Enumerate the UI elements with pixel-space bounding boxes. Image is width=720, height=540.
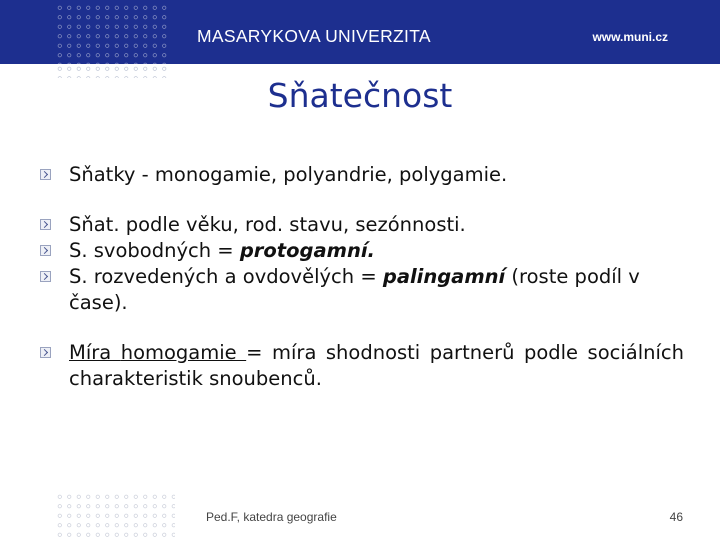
bullet-underlined-term: homogamie [120,341,247,364]
bullet-text: = míra shodnosti partnerů podle sociálních charakteristik snoubenců. [69,341,684,390]
bullet-item [40,264,684,316]
website-label: www.muni.cz [592,30,668,44]
slide-title: Sňatečnost [267,76,453,115]
bullet-text: Sňatky - monogamie, polyandrie, polygamie. [69,163,508,186]
bullet-underlined-term: Míra [69,341,121,364]
bullet-item [40,238,684,264]
bullet-emphasis: palingamní [382,265,506,288]
header-bar [0,0,720,64]
bullet-item [40,340,684,392]
bullet-text: Sňat. podle věku, rod. stavu, sezónnosti. [69,213,466,236]
bullet-text: S. svobodných = [69,239,240,262]
university-name: MASARYKOVA UNIVERZITA [197,26,431,46]
bullet-icon [40,219,51,230]
bullet-text: S. rozvedených a ovdovělých = [69,265,383,288]
bullet-item [40,212,684,238]
bullet-text-suffix: (roste podíl v čase). [69,265,640,314]
bullet-icon [40,347,51,358]
bullet-item [40,162,684,188]
page-number: 46 [669,510,683,524]
dot-pattern-decoration [55,492,175,540]
bullet-icon [40,169,51,180]
bullet-emphasis: protogamní. [239,239,375,262]
bullet-icon [40,271,51,282]
bullet-list [40,162,684,392]
footer-text: Ped.F, katedra geografie [206,510,337,524]
bullet-icon [40,245,51,256]
